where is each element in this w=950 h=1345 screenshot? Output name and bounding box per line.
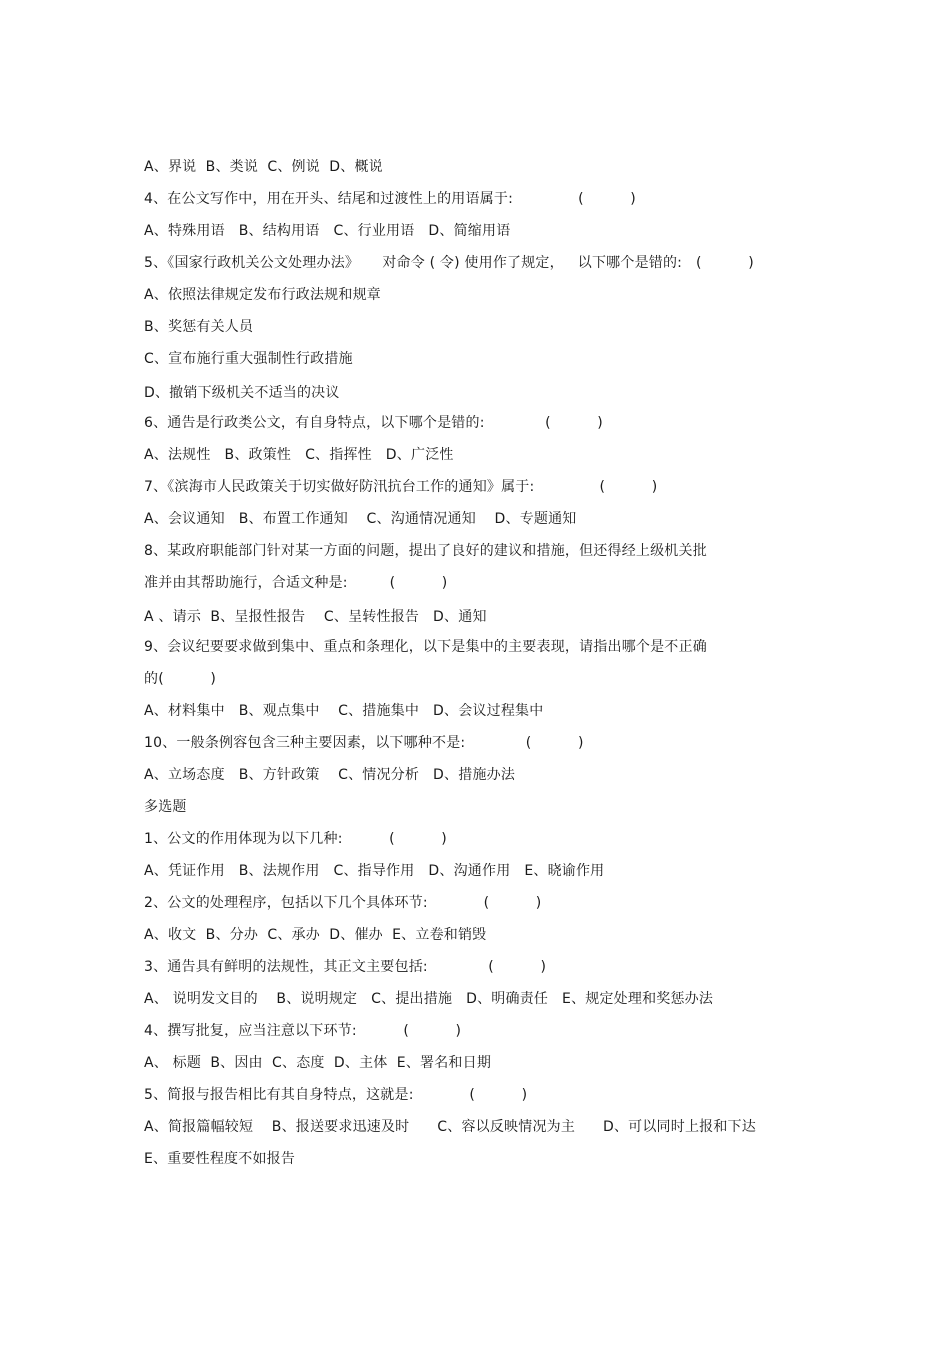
section-heading: 多选题 <box>144 799 187 815</box>
question-10: 10、一般条例容包含三种主要因素，以下哪种不是: ( ) <box>144 735 584 751</box>
question-7: 7、《滨海市人民政策关于切实做好防汛抗台工作的通知》属于: ( ) <box>144 479 658 495</box>
options-7: A、会议通知 B、布置工作通知 C、沟通情况通知 D、专题通知 <box>144 511 577 527</box>
question-9-line-2: 的( ) <box>144 671 217 687</box>
option-c: C、宣布施行重大强制性行政措施 <box>144 351 353 367</box>
option-b: B、奖惩有关人员 <box>144 319 254 335</box>
question-9-line-1: 9、会议纪要要求做到集中、重点和条理化，以下是集中的主要表现，请指出哪个是不正确 <box>144 639 707 655</box>
question-5: 5、《国家行政机关公文处理办法》 对命令 ( 令) 使用作了规定， 以下哪个是错的: ( ) <box>144 255 754 271</box>
options-6: A、法规性 B、政策性 C、指挥性 D、广泛性 <box>144 447 454 463</box>
options-4: A、特殊用语 B、结构用语 C、行业用语 D、简缩用语 <box>144 223 511 239</box>
multi-question-1: 1、公文的作用体现为以下几种: ( ) <box>144 831 447 847</box>
question-8-line-2: 准并由其帮助施行，合适文种是: ( ) <box>144 575 448 591</box>
question-4: 4、在公文写作中，用在开头、结尾和过渡性上的用语属于: ( ) <box>144 191 636 207</box>
text-line: A、界说 B、类说 C、例说 D、概说 <box>144 159 383 175</box>
multi-options-4: A、 标题 B、因由 C、态度 D、主体 E、署名和日期 <box>144 1055 492 1071</box>
option-d: D、撤销下级机关不适当的决议 <box>144 385 340 401</box>
option-a: A、依照法律规定发布行政法规和规章 <box>144 287 381 303</box>
options-10: A、立场态度 B、方针政策 C、情况分析 D、措施办法 <box>144 767 516 783</box>
multi-question-5: 5、简报与报告相比有其自身特点，这就是: ( ) <box>144 1087 528 1103</box>
question-8-line-1: 8、某政府职能部门针对某一方面的问题，提出了良好的建议和措施，但还得经上级机关批 <box>144 543 707 559</box>
multi-options-3: A、 说明发文目的 B、说明规定 C、提出措施 D、明确责任 E、规定处理和奖惩办法 <box>144 991 714 1007</box>
multi-question-4: 4、撰写批复，应当注意以下环节: ( ) <box>144 1023 462 1039</box>
multi-options-5-line-1: A、简报篇幅较短 B、报送要求迅速及时 C、容以反映情况为主 D、可以同时上报和下达 <box>144 1119 756 1135</box>
multi-options-2: A、收文 B、分办 C、承办 D、催办 E、立卷和销毁 <box>144 927 487 943</box>
multi-options-1: A、凭证作用 B、法规作用 C、指导作用 D、沟通作用 E、晓谕作用 <box>144 863 605 879</box>
options-9: A、材料集中 B、观点集中 C、措施集中 D、会议过程集中 <box>144 703 544 719</box>
multi-question-3: 3、通告具有鲜明的法规性，其正文主要包括: ( ) <box>144 959 547 975</box>
multi-options-5-line-2: E、重要性程度不如报告 <box>144 1151 296 1167</box>
options-8: A 、请示 B、呈报性报告 C、呈转性报告 D、通知 <box>144 609 487 625</box>
question-6: 6、通告是行政类公文，有自身特点，以下哪个是错的: ( ) <box>144 415 603 431</box>
multi-question-2: 2、公文的处理程序，包括以下几个具体环节: ( ) <box>144 895 542 911</box>
